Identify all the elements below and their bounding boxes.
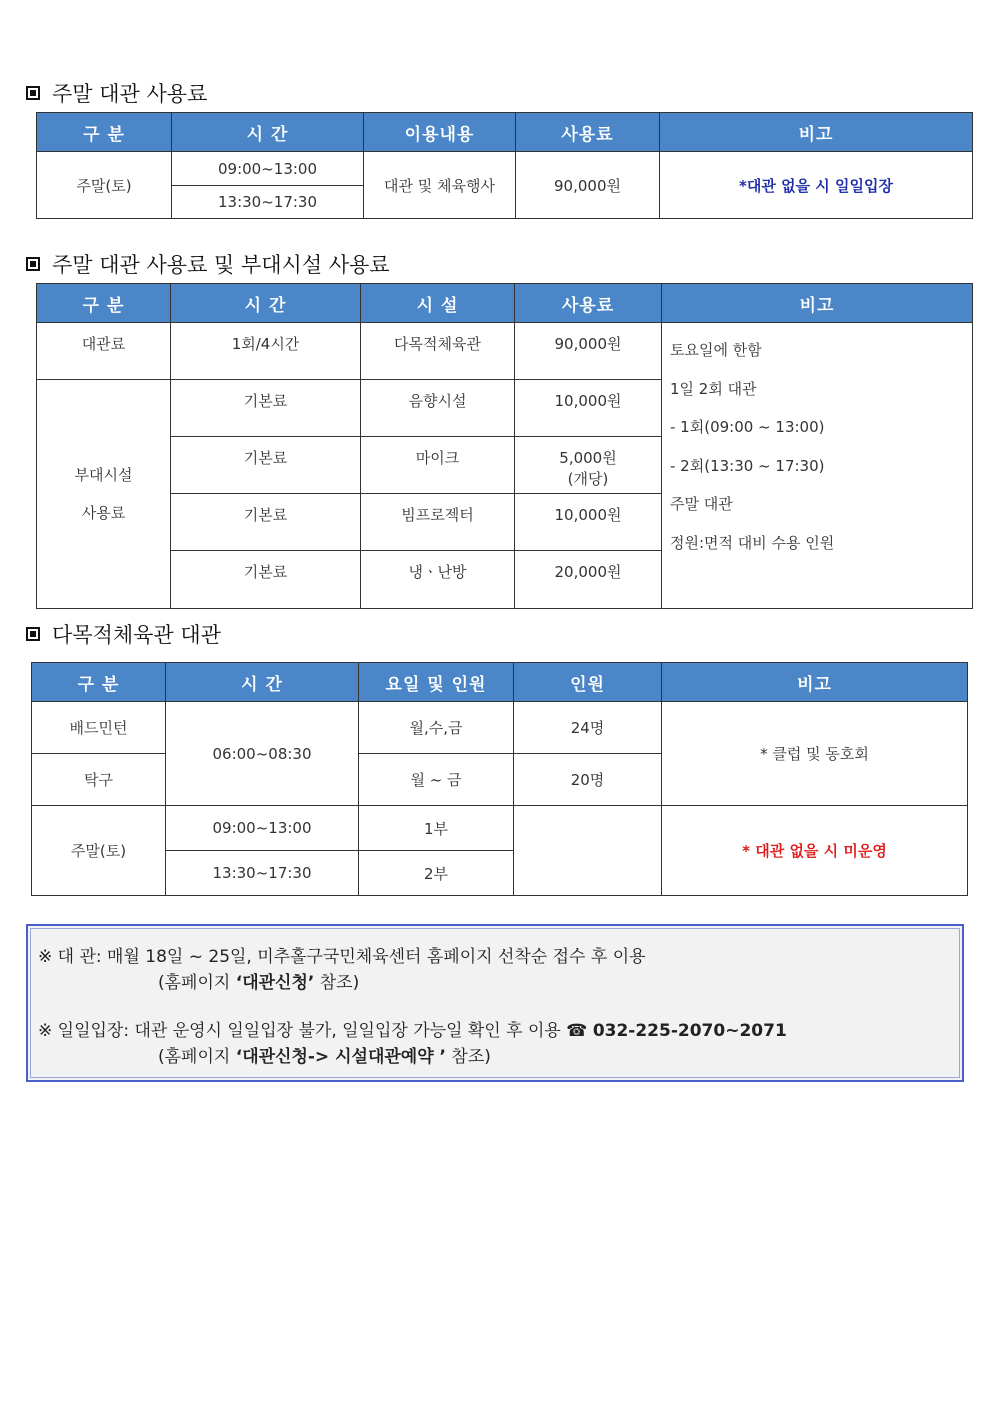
header-note: 비고 [662,663,968,702]
header-fee: 사용료 [516,113,660,152]
square-bullet-icon [26,257,40,271]
table-row [32,702,968,754]
weekend-part-cell: 1부 [359,806,514,851]
header-time: 시 간 [172,113,364,152]
remark-line: 토요일에 한함 [670,341,762,359]
badminton-people-cell: 24명 [514,702,662,754]
header-category: 구 분 [37,113,172,152]
sub-time-cell: 기본료 [171,437,361,494]
rental-time-cell: 1회/4시간 [171,323,361,380]
category-cell: 주말(토) [37,152,172,219]
tabletennis-days-cell: 월 ~ 금 [359,754,514,806]
note-cell: *대관 없을 시 일일입장 [660,152,973,219]
ref-text: (홈페이지 [158,1047,236,1067]
facility-fee-table [36,283,973,609]
section-title-text: 주말 대관 사용료 및 부대시설 사용료 [52,253,390,277]
sub-category-cell [37,380,171,609]
header-people: 인원 [514,663,662,702]
table-header-row [37,113,973,152]
daily-entry-text: ※ 일일입장: 대관 운영시 일일입장 불가, 일일입장 가능일 확인 후 이용 [38,1021,567,1041]
header-category: 구 분 [37,284,171,323]
section-title-facility-fee [26,249,390,279]
header-fee: 사용료 [515,284,662,323]
ref-text: 참조) [446,1047,491,1067]
rental-category-cell: 대관료 [37,323,171,380]
tabletennis-people-cell: 20명 [514,754,662,806]
header-days: 요일 및 인원 [359,663,514,702]
phone-icon: ☎ [566,1021,588,1041]
info-line-rental: ※ 대 관: 매월 18일 ~ 25일, 미추홀구국민체육센터 홈페이지 선착순 접수 후 이용 [38,947,646,967]
sub-time-cell: 기본료 [171,494,361,551]
table-header-row [32,663,968,702]
weekend-category-cell: 주말(토) [32,806,166,896]
weekend-time-cell: 09:00~13:00 [166,806,359,851]
info-line-daily-ref [158,1042,491,1067]
sub-time-cell: 기본료 [171,551,361,609]
weekday-time-cell: 06:00~08:30 [166,702,359,806]
ref-keyword: ‘대관신청-> 시설대관예약 ’ [235,1047,447,1067]
sub-fee-cell: 10,000원 [515,380,662,437]
info-line-daily [38,1016,787,1041]
remark-line: 주말 대관 [670,495,733,513]
header-time: 시 간 [166,663,359,702]
time-cell: 09:00~13:00 [172,152,364,186]
rental-fee-cell: 90,000원 [515,323,662,380]
sub-fee-note: (개당) [567,470,609,488]
sub-time-cell: 기본료 [171,380,361,437]
weekend-part-cell: 2부 [359,851,514,896]
table-header-row [37,284,973,323]
header-time: 시 간 [171,284,361,323]
sub-facility-cell: 음향시설 [361,380,515,437]
ref-text: 참조) [314,973,360,993]
badminton-days-cell: 월,수,금 [359,702,514,754]
table-row [37,152,973,186]
sub-fee-cell [515,437,662,494]
header-category: 구 분 [32,663,166,702]
remark-line: - 2회(13:30 ~ 17:30) [670,456,825,475]
remarks-cell [662,323,973,609]
header-note: 비고 [660,113,973,152]
phone-number[interactable]: 032-225-2070~2071 [592,1021,787,1041]
sub-fee-cell: 20,000원 [515,551,662,609]
ref-keyword: ‘대관신청’ [235,973,315,993]
section-title-weekend-fee [26,78,207,108]
header-note: 비고 [662,284,973,323]
sub-facility-cell: 마이크 [361,437,515,494]
sub-facility-cell: 빔프로젝터 [361,494,515,551]
square-bullet-icon [26,86,40,100]
section-title-text: 다목적체육관 대관 [52,623,221,647]
fee-cell: 90,000원 [516,152,660,219]
ref-text: (홈페이지 [158,973,236,993]
table-row [32,806,968,851]
section-title-text: 주말 대관 사용료 [52,82,208,106]
sub-fee-cell: 10,000원 [515,494,662,551]
info-line-rental-ref [158,968,359,993]
remark-line: 1일 2회 대관 [670,379,757,398]
section-title-gym-rental [26,619,221,649]
remark-line: 정원:면적 대비 수용 인원 [670,533,835,552]
weekend-time-cell: 13:30~17:30 [166,851,359,896]
gym-rental-table [31,662,968,896]
badminton-category-cell: 배드민턴 [32,702,166,754]
remark-line: - 1회(09:00 ~ 13:00) [670,418,825,436]
sub-category-line: 부대시설 [74,466,133,484]
sub-category-line: 사용료 [81,504,126,522]
rental-facility-cell: 다목적체육관 [361,323,515,380]
content-cell: 대관 및 체육행사 [364,152,516,219]
weekend-note-cell: * 대관 없을 시 미운영 [662,806,968,896]
table-row [37,323,973,380]
info-box [26,924,964,1082]
square-bullet-icon [26,627,40,641]
header-facility: 시 설 [361,284,515,323]
header-content: 이용내용 [364,113,516,152]
weekend-people-cell [514,806,662,896]
sub-fee-value: 5,000원 [559,449,617,467]
time-cell: 13:30~17:30 [172,186,364,219]
sub-facility-cell: 냉ㆍ난방 [361,551,515,609]
weekend-fee-table [36,112,973,219]
weekday-note-cell: * 클럽 및 동호회 [662,702,968,806]
tabletennis-category-cell: 탁구 [32,754,166,806]
